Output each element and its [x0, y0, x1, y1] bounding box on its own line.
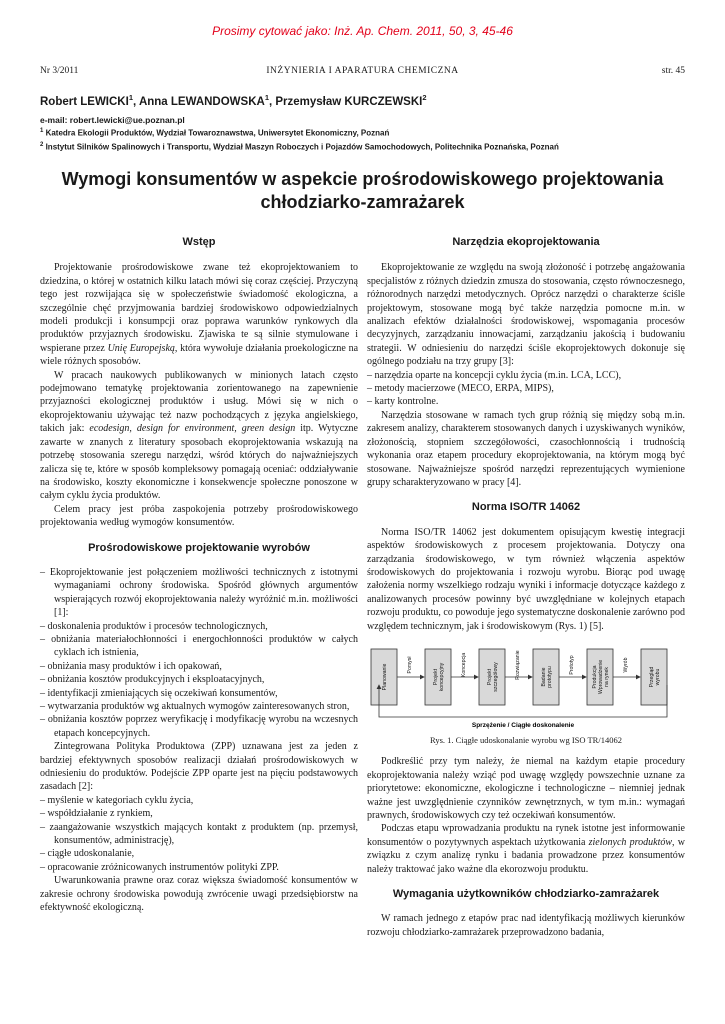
feedback-label: Sprzężenie / Ciągłe doskonalenie [471, 721, 575, 729]
left-column [40, 236, 358, 915]
paragraph: Ekoprojektowanie ze względu na swoją złożoność i potrzebę angażowania specjalistów z różnych dziedzin zmusza do stosowania, często równoczesnego, różnorodnych narzędzi metodycznych. Oprócz narzędzi o charakterze ściśle projektowym, stosowane mogą być także narzędzia pomocne m.in. w analizach efektów działalności środowiskowej, wspomagania procesów decyzyjnych, zarządzaniu innowacjami, zarządzaniu jakością i budowaniu strategii. W odniesieniu do narzędzi ściśle ekoprojektowych dokonuje się ogólnego podziału na trzy grupy [3]: [367, 262, 685, 368]
list-item: – opracowanie zróżnicowanych instrumentów polityki ZPP. [40, 861, 279, 873]
list-item: – metody macierzowe (MECO, ERPA, MIPS), [367, 383, 554, 395]
paragraph: Projektowanie prośrodowiskowe zwane też ekoprojektowaniem to dziedzina, o której w ostatnich kilku latach mówi się coraz częściej. Przyczyną tego jest rozwijająca się w społeczeństwie świadomość ekologiczna, a szczególnie chęć przyjmowania bardziej środowiskowo odpowiedzialnych modeli produkcji i konsumpcji oraz poprawa warunków rynkowych dla produktów przyjaznych środowisku. Zjawiska te są silnie stymulowane i wspierane przez Unię Europejską, która wywołuje działania proekologiczne na wiele różnych sposobów. [40, 262, 359, 368]
list-item: – Ekoprojektowanie jest połączeniem możliwości technicznych z istotnymi wymaganiami ochrony środowiska. Spośród głównych argumentów wspierających rozwój ekoprojektowania należy wyróżnić m.in. możliwości [1]: [40, 566, 358, 619]
page-number: str. 45 [661, 66, 685, 76]
author-email: e-mail: robert.lewicki@ue.poznan.pl [40, 115, 185, 125]
figure-iso-diagram [367, 641, 685, 747]
bullet-list [40, 566, 358, 740]
diagram-flow-label: Koncepcja [461, 652, 467, 678]
author-name: Przemysław KURCZEWSKI [275, 95, 423, 108]
paragraph: Celem pracy jest próba zaspokojenia potrzeby prośrodowiskowego projektowania według wymogów konsumentów. [40, 503, 358, 529]
right-column [367, 236, 685, 939]
diagram-stage-label: koncepcyjny [438, 662, 445, 692]
diagram-stage-label: Planowanie [381, 663, 388, 691]
list-item: – obniżania materiałochłonności i energochłonności produktów w całych cyklach ich istnienia, [40, 633, 358, 659]
figure-caption: Rys. 1. Ciągłe udoskonalanie wyrobu wg ISO TR/14062 [430, 734, 622, 745]
diagram-stage-label: wyrobu [654, 668, 661, 686]
diagram-stage-label: Projekt [486, 668, 493, 686]
feedback-arrow [379, 685, 667, 717]
paragraph: Podkreślić przy tym należy, że niemal na każdym etapie procedury ekoprojektowania należy wziąć pod uwagę względy powszechnie uznane za priorytetowe: ekonomiczne, ekologiczne i technologiczne – niemniej jednak ważne jest uwzględnienie czynników zewnętrznych, w tym m.in.: wymagań prawnych, środowiskowych czy też oczekiwań konsumentów. [367, 756, 685, 821]
diagram-stage-label: prototypu [546, 666, 553, 688]
diagram-stage-label: Wprowadzenie [597, 659, 604, 695]
list-item: – narzędzia oparte na koncepcji cyklu życia (m.in. LCA, LCC), [367, 369, 622, 381]
diagram-stage-label: szczegółowy [492, 662, 499, 692]
list-item: – wytwarzania produktów wg aktualnych wymogów zainteresowanych stron, [40, 701, 350, 712]
diagram-stage-label: Produkcja [591, 665, 598, 689]
paragraph: Zintegrowana Polityka Produktowa (ZPP) uznawana jest za jeden z bardziej efektywnych sposobów realizacji działań prośrodowiskowych w odniesieniu do produktów. Podejście ZPP oparte jest na pięciu podstawowych zasadach [2]: [40, 741, 358, 793]
author-name: Anna LEWANDOWSKA [138, 95, 265, 108]
paragraph: Uwarunkowania prawne oraz coraz większa świadomość konsumentów w zakresie ochrony środowiska powodują zwrócenie uwagi przedsiębiorstw na efektywność ekologiczną. [40, 875, 358, 914]
issue-number: Nr 3/2011 [40, 66, 79, 76]
bullet-list [40, 794, 358, 874]
diagram-stage-label: Projekt [432, 668, 439, 686]
author-name: Robert LEWICKI [40, 95, 129, 108]
list-item: – współdziałanie z rynkiem, [40, 808, 153, 820]
section-heading: Prośrodowiskowe projektowanie wyrobów [88, 541, 310, 554]
paragraph: Podczas etapu wprowadzania produktu na rynek istotne jest informowanie konsumentów o pozytywnych aspektach użytkowania zielonych produktów, w związku z czym analizę rynku i badania prowadzone przez konsumentów należy traktować jako ważne dla ekorozwoju produktu. [367, 823, 685, 875]
diagram-flow-label: Wyrób [623, 657, 629, 673]
list-item: – obniżania masy produktów i ich opakowań, [40, 660, 222, 672]
diagram-flow-label: Pomysł [407, 656, 413, 674]
list-item: – obniżania kosztów produkcyjnych i eksploatacyjnych, [40, 674, 265, 686]
section-heading: Narzędzia ekoprojektowania [452, 236, 600, 248]
bullet-list [367, 369, 685, 409]
affiliation: $^1$ Katedra Ekologii Produktów, Wydział Towaroznawstwa, Uniwersytet Ekonomiczny, Poznań [40, 128, 390, 138]
diagram-stage-label: Badanie [540, 667, 547, 687]
diagram-stage-label: na rynek [603, 667, 610, 687]
list-item: – obniżania kosztów poprzez weryfikację i modyfikację wyrobu na wczesnych etapach koncepcyjnych. [40, 714, 358, 739]
diagram-flow-label: Rozwiązanie [515, 650, 521, 680]
paragraph: W pracach naukowych publikowanych w minionych latach często podejmowano tematykę projektowania zorientowanego na zapewnienie przyjazności ekologicznej produktów i usług. Mówi się w nich o ekoprojektowaniu używając też nazw pochodzących z języka angielskiego, takich jak: ecodesign, design for environment, green design itp. Wytyczne zawarte w znanych z literatury sposobach ekoprojektowania wskazują na potrzebę stosowania szeregu narzędzi, wśród których do najważniejszych zalicza się te, które w sposób kompleksowy pomagają oceniać: oddziaływanie na środowisko, koszty ekonomiczne i konsekwencje społeczne ponoszone w całym cyklu życia produktów. [40, 369, 358, 502]
author-list: Robert LEWICKI$^1$, Anna LEWANDOWSKA$^1$, Przemysław KURCZEWSKI$^2$ [40, 93, 427, 108]
section-heading: Wstęp [182, 236, 216, 248]
citation-note: Prosimy cytować jako: Inż. Ap. Chem. 2011, 50, 3, 45-46 [212, 24, 513, 38]
paragraph: W ramach jednego z etapów prac nad identyfikacją możliwych kierunków rozwoju chłodziarko-zamrażarek przeprowadzono badania, [367, 913, 685, 938]
list-item: – zaangażowanie wszystkich mających kontakt z produktem (np. przemysł, konsumentów, administrację), [40, 821, 358, 847]
article-title: Wymogi konsumentów w aspekcie prośrodowiskowego projektowania chłodziarko-zamrażarek [61, 169, 664, 212]
list-item: – doskonalenia produktów i procesów technologicznych, [40, 620, 268, 632]
journal-name: INŻYNIERIA I APARATURA CHEMICZNA [266, 66, 459, 76]
list-item: – ciągłe udoskonalanie, [40, 848, 135, 860]
diagram-stage-label: Przegląd [648, 666, 655, 688]
section-heading: Wymagania użytkowników chłodziarko-zamrażarek [392, 888, 660, 901]
iso-flow-diagram [367, 641, 685, 731]
list-item: – karty kontrolne. [367, 396, 439, 408]
section-heading: Norma ISO/TR 14062 [471, 501, 581, 514]
paragraph: Narzędzia stosowane w ramach tych grup różnią się między sobą m.in. zakresem analizy, charakterem stosowanych danych i uzyskiwanych wyników, złożonością, stopniem szczegółowości, czasochłonnością i trudnością wykonania oraz etapem procedury ekoprojektowania, na którym mogą być stosowane. Najważniejsze spośród narzędzi reprezentujących wymienione grupy scharakteryzowano w pracy [4]. [367, 409, 685, 488]
paragraph: Norma ISO/TR 14062 jest dokumentem opisującym kwestię integracji aspektów środowiskowych z procesem projektowania. Dotyczy ona zarządzania środowiskowego, w tym również włączenia aspektów środowiskowych do projektowania i rozwoju wyrobu. Biorąc pod uwagę założenia normy wszelkiego rodzaju wyniki i informacje dotyczące każdego z analizowanych procesów powinny być uwzględniane w kolejnych etapach rozwoju produktu, co powoduje jego systematyczne doskonalenie zarówno pod względem technicznym, jak i środowiskowym (Rys. 1) [5]. [367, 526, 685, 632]
running-head [40, 66, 685, 80]
list-item: – identyfikacji zmieniających się oczekiwań konsumentów, [40, 687, 278, 699]
diagram-flow-label: Prototyp [569, 655, 575, 675]
list-item: – myślenie w kategoriach cyklu życia, [40, 794, 194, 806]
affiliation: $^2$ Instytut Silników Spalinowych i Transportu, Wydział Maszyn Roboczych i Pojazdów Samochodowych, Politechnika Poznańska, Poznań [40, 142, 559, 152]
